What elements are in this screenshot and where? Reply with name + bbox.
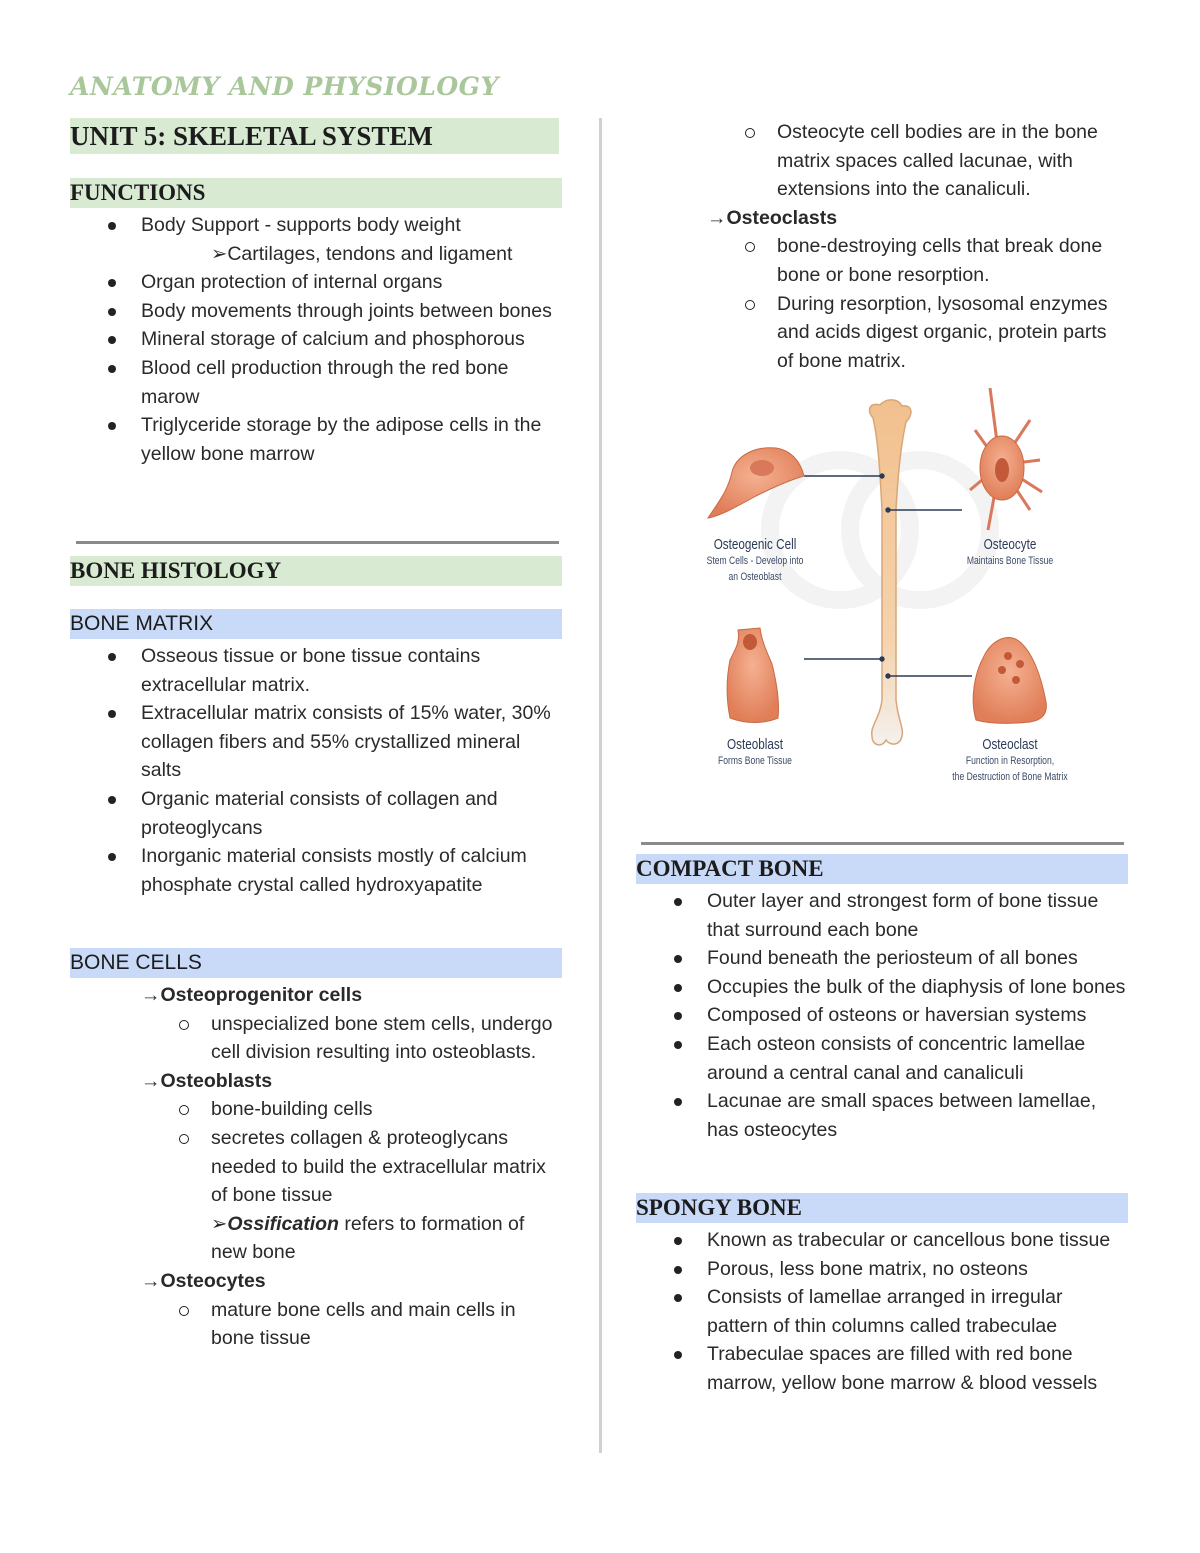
osteoclasts-title: →Osteoclasts: [707, 206, 838, 229]
list-item: Osseous tissue or bone tissue contains extracellular matrix.: [70, 642, 562, 699]
list-item: Inorganic material consists mostly of calcium phosphate crystal called hydroxyapatite: [70, 842, 562, 899]
histology-heading: BONE HISTOLOGY: [70, 556, 562, 586]
list-item: Organ protection of internal organs: [70, 268, 562, 297]
list-item: bone-destroying cells that break done bone or bone resorption.: [636, 232, 1128, 289]
unit-title: UNIT 5: SKELETAL SYSTEM: [70, 118, 559, 154]
spongy-list: [636, 1226, 1128, 1398]
list-item: Consists of lamellae arranged in irregular pattern of thin columns called trabeculae: [636, 1283, 1128, 1340]
osteocytes-title: →Osteocytes: [141, 1269, 266, 1292]
spongy-heading: SPONGY BONE: [636, 1193, 1128, 1223]
list-item: Triglyceride storage by the adipose cells in the yellow bone marrow: [70, 411, 562, 468]
list-item: Blood cell production through the red bone marow: [70, 354, 562, 411]
osteocyte-label: Osteocyte Maintains Bone Tissue: [966, 536, 1054, 567]
list-item: Outer layer and strongest form of bone tissue that surround each bone: [636, 887, 1130, 944]
list-item: During resorption, lysosomal enzymes and acids digest organic, protein parts of bone matrix.: [636, 290, 1128, 376]
compact-list: [636, 887, 1130, 1144]
cells-list: [70, 981, 562, 1353]
section-divider: [76, 541, 559, 544]
cells-heading: BONE CELLS: [70, 948, 562, 978]
list-item: Composed of osteons or haversian systems: [636, 1001, 1130, 1030]
list-item: ➢Cartilages, tendons and ligament: [211, 242, 513, 265]
osteoclast-shape: [973, 638, 1046, 724]
list-item: mature bone cells and main cells in bone tissue: [70, 1296, 562, 1353]
osteogenic-label: Osteogenic Cell Stem Cells - Develop into an Osteoblast: [706, 536, 804, 583]
document-title: ANATOMY AND PHYSIOLOGY: [70, 72, 499, 101]
bone-cells-figure: [690, 380, 1090, 800]
osteoblast-label: Osteoblast Forms Bone Tissue: [718, 736, 792, 767]
list-item: Extracellular matrix consists of 15% water, 30% collagen fibers and 55% crystallized mineral salts: [70, 699, 562, 785]
section-divider: [641, 842, 1124, 845]
list-item: Occupies the bulk of the diaphysis of lone bones: [636, 973, 1130, 1002]
column-divider: [599, 118, 602, 1453]
osteoclast-label: Osteoclast Function in Resorption, the Destruction of Bone Matrix: [952, 736, 1068, 783]
list-item: Mineral storage of calcium and phosphorous: [70, 325, 562, 354]
functions-heading: FUNCTIONS: [70, 178, 562, 208]
cells-list-continued: [636, 118, 1128, 375]
list-item: Lacunae are small spaces between lamellae, has osteocytes: [636, 1087, 1130, 1144]
osteoprogenitor-title: →Osteoprogenitor cells: [141, 984, 363, 1006]
list-item: Organic material consists of collagen and proteoglycans: [70, 785, 562, 842]
ossification-note: ➢Ossification refers to formation of new bone: [211, 1212, 525, 1264]
matrix-heading: BONE MATRIX: [70, 609, 562, 639]
matrix-list: [70, 642, 562, 899]
list-item: bone-building cells: [70, 1095, 562, 1124]
list-item: Each osteon consists of concentric lamellae around a central canal and canaliculi: [636, 1030, 1130, 1087]
list-item: Body Support - supports body weight: [70, 211, 562, 240]
list-item: Trabeculae spaces are filled with red bone marrow, yellow bone marrow & blood vessels: [636, 1340, 1128, 1397]
functions-list: [70, 211, 562, 468]
list-item: Found beneath the periosteum of all bones: [636, 944, 1130, 973]
list-item: Body movements through joints between bones: [70, 297, 562, 326]
list-item: unspecialized bone stem cells, undergo cell division resulting into osteoblasts.: [70, 1010, 562, 1067]
osteoblast-shape: [727, 628, 779, 723]
list-item: Porous, less bone matrix, no osteons: [636, 1255, 1128, 1284]
compact-heading: COMPACT BONE: [636, 854, 1128, 884]
list-item: secretes collagen & proteoglycans needed to build the extracellular matrix of bone tissue: [70, 1124, 562, 1210]
list-item: Known as trabecular or cancellous bone tissue: [636, 1226, 1128, 1255]
osteoblasts-title: →Osteoblasts: [141, 1069, 273, 1092]
list-item: Osteocyte cell bodies are in the bone matrix spaces called lacunae, with extensions into the canaliculi.: [636, 118, 1128, 204]
